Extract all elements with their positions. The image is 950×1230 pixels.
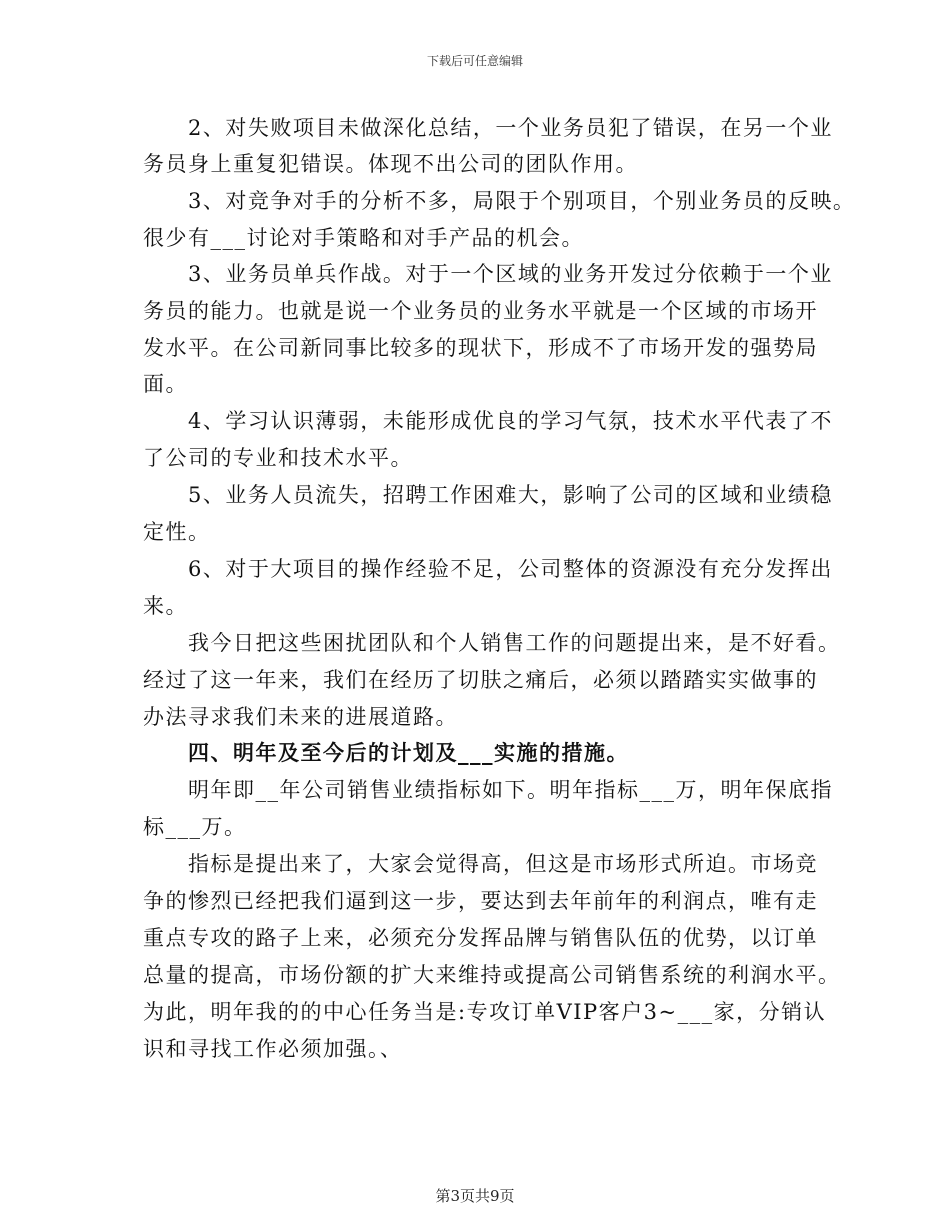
page-footer: 第3页共9页 [435,1187,515,1205]
paragraph-line: 很少有___讨论对手策略和对手产品的机会。 [143,226,584,250]
paragraph-line: 识和寻找工作必须加强。、 [143,1037,403,1061]
paragraph-line: 定性。 [143,520,211,544]
paragraph-line: 我今日把这些困扰团队和个人销售工作的问题提出来，是不好看。 [188,631,841,655]
paragraph-line: 了公司的专业和技术水平。 [143,446,413,470]
paragraph-line: 2、对失败项目未做深化总结，一个业务员犯了错误，在另一个业 [188,116,833,140]
paragraph-line: 6、对于大项目的操作经验不足，公司整体的资源没有充分发挥出 [188,557,833,581]
paragraph-line: 面。 [143,372,188,396]
paragraph-line: 务员身上重复犯错误。体现不出公司的团队作用。 [143,152,638,176]
paragraph-line: 5、业务人员流失，招聘工作困难大，影响了公司的区域和业绩稳 [188,483,833,507]
section-heading: 四、明年及至今后的计划及___实施的措施。 [188,740,629,765]
paragraph-line: 来。 [143,594,188,618]
paragraph-line: 办法寻求我们未来的进展道路。 [143,705,458,729]
paragraph-line: 总量的提高，市场份额的扩大来维持或提高公司销售系统的利润水平。 [143,963,841,987]
paragraph-line: 为此，明年我的的中心任务当是:专攻订单VIP客户3~___家，分销认 [143,1000,827,1024]
paragraph-line: 务员的能力。也就是说一个业务员的业务水平就是一个区域的市场开 [143,299,818,323]
paragraph-line: 重点专攻的路子上来，必须充分发挥品牌与销售队伍的优势，以订单 [143,926,818,950]
paragraph-line: 明年即__年公司销售业绩指标如下。明年指标___万，明年保底指 [188,778,833,802]
paragraph-line: 3、对竞争对手的分析不多，局限于个别项目，个别业务员的反映。 [188,189,856,213]
paragraph-line: 3、业务员单兵作战。对于一个区域的业务开发过分依赖于一个业 [188,262,833,286]
page-header: 下载后可任意编辑 [426,54,523,68]
paragraph-line: 指标是提出来了，大家会觉得高，但这是市场形式所迫。市场竞 [188,852,818,876]
paragraph-line: 标___万。 [143,815,247,839]
paragraph-line: 经过了这一年来，我们在经历了切肤之痛后，必须以踏踏实实做事的 [143,668,818,692]
paragraph-line: 争的惨烈已经把我们逼到这一步，要达到去年前年的利润点，唯有走 [143,889,818,913]
paragraph-line: 4、学习认识薄弱，未能形成优良的学习气氛，技术水平代表了不 [188,409,833,433]
paragraph-line: 发水平。在公司新同事比较多的现状下，形成不了市场开发的强势局 [143,336,818,360]
